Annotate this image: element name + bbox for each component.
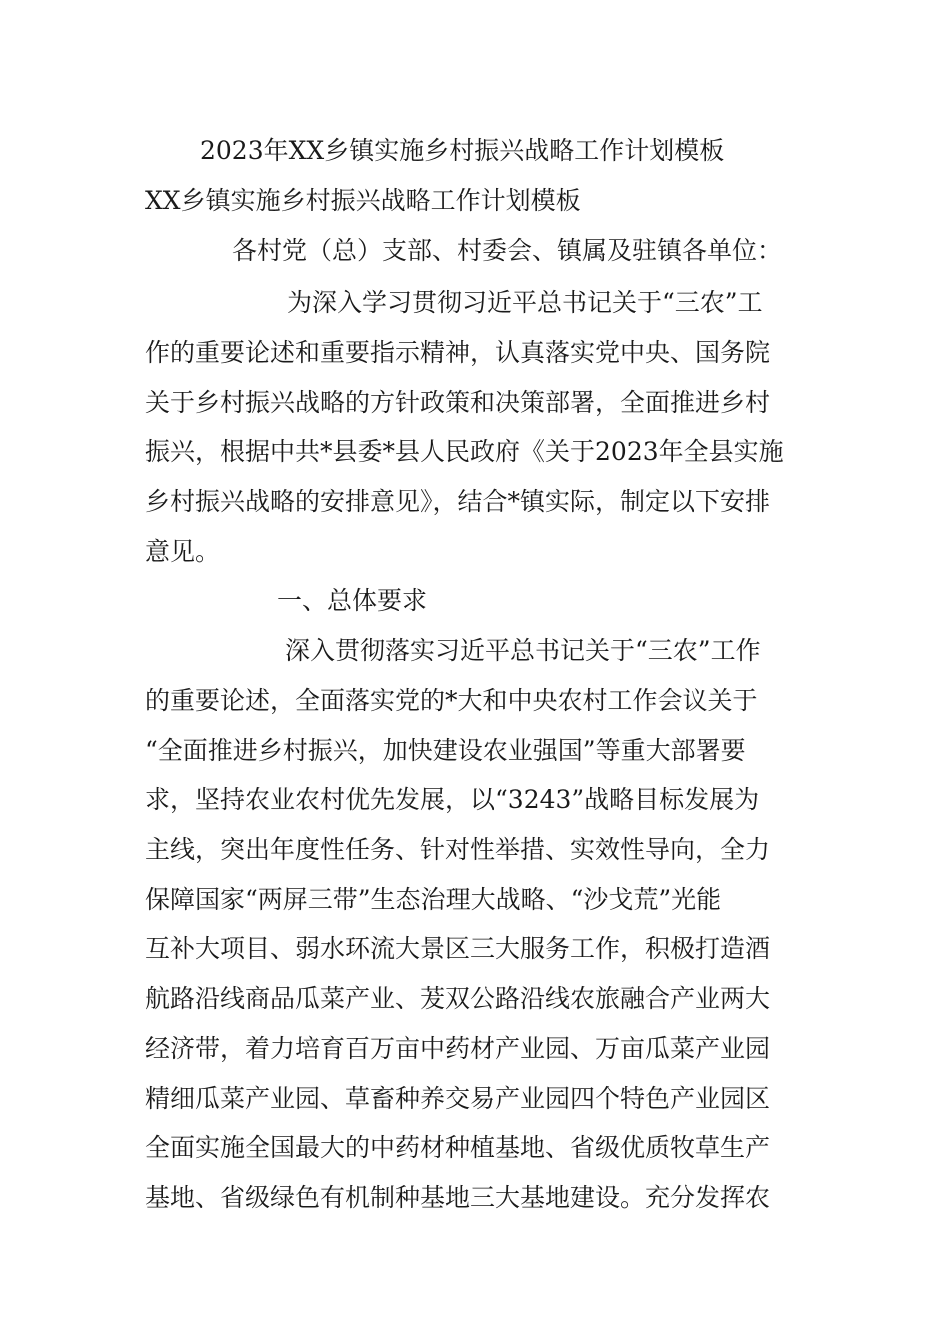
paragraph-line: 精细瓜菜产业园、草畜种养交易产业园四个特色产业园区 bbox=[145, 1084, 771, 1113]
paragraph-line: 意见。 bbox=[145, 537, 221, 566]
paragraph-line: 保障国家“两屏三带”生态治理大战略、“沙戈荒”光能 bbox=[145, 885, 722, 914]
paragraph-line: 深入贯彻落实习近平总书记关于“三农”工作 bbox=[285, 636, 761, 665]
section-heading: 一、总体要求 bbox=[277, 586, 428, 615]
paragraph-line: 的重要论述，全面落实党的*大和中央农村工作会议关于 bbox=[145, 686, 758, 715]
paragraph-line: 主线，突出年度性任务、针对性举措、实效性导向，全力 bbox=[145, 835, 771, 864]
paragraph-line: 振兴，根据中共*县委*县人民政府《关于2023年全县实施 bbox=[145, 437, 784, 466]
document-subtitle: XX乡镇实施乡村振兴战略工作计划模板 bbox=[145, 186, 581, 215]
paragraph-line: 求，坚持农业农村优先发展，以“3243”战略目标发展为 bbox=[145, 785, 760, 814]
paragraph-line: 为深入学习贯彻习近平总书记关于“三农”工 bbox=[287, 288, 763, 317]
document-title: 2023年XX乡镇实施乡村振兴战略工作计划模板 bbox=[200, 136, 725, 165]
paragraph-line: 全面实施全国最大的中药材种植基地、省级优质牧草生产 bbox=[145, 1133, 771, 1162]
paragraph-line: 航路沿线商品瓜菜产业、茇双公路沿线农旅融合产业两大 bbox=[145, 984, 771, 1013]
paragraph-line: 乡村振兴战略的安排意见》，结合*镇实际，制定以下安排 bbox=[145, 487, 771, 516]
paragraph-line: 作的重要论述和重要指示精神，认真落实党中央、国务院 bbox=[145, 338, 771, 367]
paragraph-line: 基地、省级绿色有机制种基地三大基地建设。充分发挥农 bbox=[145, 1183, 771, 1212]
paragraph-line: 关于乡村振兴战略的方针政策和决策部署，全面推进乡村 bbox=[145, 388, 771, 417]
paragraph-line: 经济带，着力培育百万亩中药材产业园、万亩瓜菜产业园 bbox=[145, 1034, 771, 1063]
paragraph-line: 互补大项目、弱水环流大景区三大服务工作，积极打造酒 bbox=[145, 934, 771, 963]
salutation: 各村党（总）支部、村委会、镇属及驻镇各单位： bbox=[232, 236, 783, 265]
paragraph-line: “全面推进乡村振兴，加快建设农业强国”等重大部署要 bbox=[145, 736, 746, 765]
